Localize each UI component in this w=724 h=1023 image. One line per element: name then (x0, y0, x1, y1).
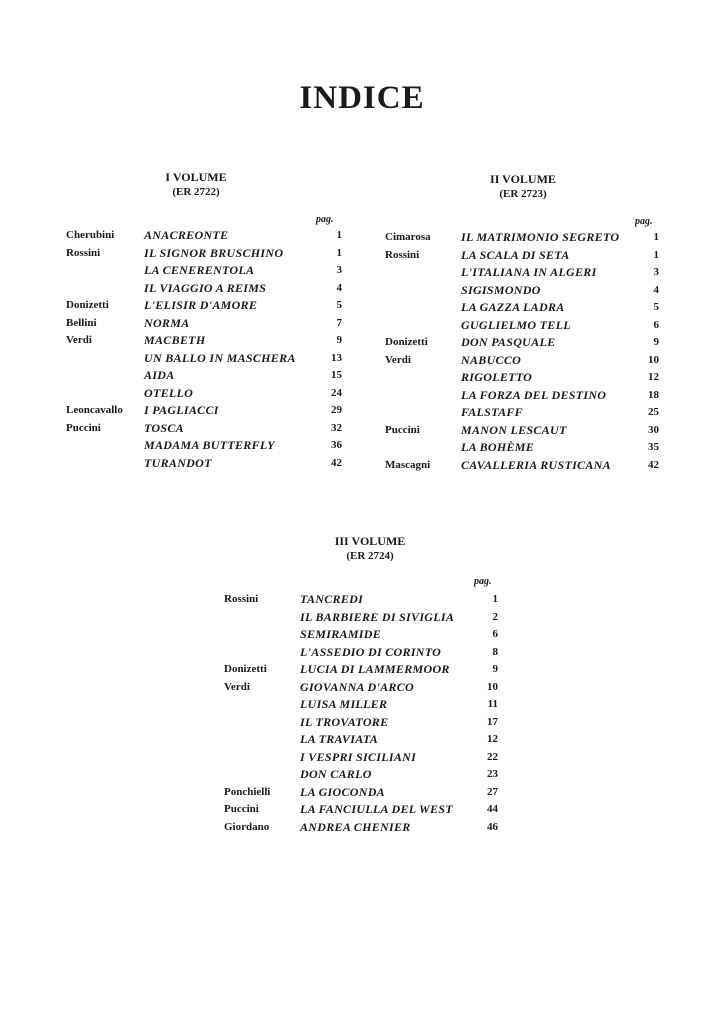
page-number: 5 (336, 299, 342, 311)
opera-title: TANCREDI (300, 592, 364, 606)
volume-1-title: I VOLUME (165, 170, 227, 184)
page-number: 1 (653, 231, 659, 243)
page-number: 36 (331, 439, 342, 451)
page-number: 9 (653, 336, 659, 348)
opera-title: DON CARLO (300, 767, 372, 781)
opera-title: FALSTAFF (461, 405, 523, 419)
opera-title: LA GAZZA LADRA (461, 300, 565, 314)
opera-title: RIGOLETTO (461, 370, 533, 384)
composer-name: Donizetti (385, 336, 428, 348)
volume-3-title: III VOLUME (334, 534, 406, 548)
opera-title: UN BALLO IN MASCHERA (144, 350, 296, 365)
page-number: 4 (336, 281, 342, 294)
page-number: 42 (331, 456, 342, 469)
composer-name: Donizetti (224, 663, 267, 675)
page-number: 3 (336, 264, 342, 276)
opera-title: LA CENERENTOLA (144, 263, 255, 277)
volume-1-pag-label: pag. (316, 214, 334, 225)
page-number: 11 (487, 698, 498, 710)
opera-title: ANDREA CHENIER (300, 819, 411, 834)
page-number: 30 (648, 423, 659, 436)
page-number: 22 (487, 750, 498, 763)
opera-title: IL MATRIMONIO SEGRETO (461, 230, 620, 244)
opera-title: LUCIA DI LAMMERMOOR (300, 662, 450, 676)
opera-title: I VESPRI SICILIANI (300, 749, 417, 764)
page-number: 46 (487, 820, 498, 833)
volume-1-code: (ER 2722) (172, 186, 220, 198)
opera-title: SEMIRAMIDE (300, 627, 382, 641)
composer-name: Verdi (224, 680, 250, 693)
opera-title: GIOVANNA D'ARCO (300, 679, 414, 694)
page-number: 44 (487, 803, 498, 815)
page-number: 32 (331, 421, 342, 434)
opera-title: GUGLIELMO TELL (461, 317, 571, 332)
opera-title: L'ITALIANA IN ALGERI (461, 265, 597, 279)
page-number: 6 (653, 318, 659, 331)
composer-name: Leoncavallo (66, 404, 123, 416)
opera-title: IL VIAGGIO A REIMS (144, 280, 267, 295)
opera-title: IL BARBIERE DI SIVIGLIA (300, 609, 455, 624)
opera-title: LA FORZA DEL DESTINO (461, 387, 607, 402)
opera-title: AIDA (144, 368, 175, 382)
page-number: 1 (336, 229, 342, 241)
volume-1 (66, 170, 346, 480)
opera-title: I PAGLIACCI (144, 403, 219, 417)
page-number: 1 (653, 248, 659, 261)
volume-3 (224, 534, 504, 844)
opera-title: LUISA MILLER (300, 697, 388, 711)
page-number: 10 (487, 680, 498, 693)
opera-title: L'ELISIR D'AMORE (144, 298, 258, 312)
composer-name: Bellini (66, 316, 97, 329)
opera-title: IL TROVATORE (300, 714, 389, 729)
opera-title: NABUCCO (461, 352, 522, 367)
page-title: INDICE (299, 80, 425, 116)
opera-title: TOSCA (144, 420, 184, 435)
opera-title: IL SIGNOR BRUSCHINO (144, 245, 284, 260)
page-number: 1 (492, 593, 498, 605)
opera-title: MADAMA BUTTERFLY (144, 438, 275, 452)
page-number: 25 (648, 406, 659, 418)
page-number: 24 (331, 386, 342, 399)
composer-name: Rossini (66, 246, 101, 259)
page-number: 6 (492, 628, 498, 640)
page-number: 3 (653, 266, 659, 278)
page-number: 9 (492, 663, 498, 675)
page-number: 1 (336, 246, 342, 259)
volume-2 (385, 172, 665, 482)
opera-title: LA GIOCONDA (300, 784, 385, 799)
page-number: 17 (487, 715, 498, 728)
page-number: 5 (653, 301, 659, 313)
volume-2-title: II VOLUME (490, 172, 556, 186)
opera-title: MACBETH (144, 333, 206, 347)
opera-title: LA SCALA DI SETA (461, 247, 570, 262)
page-number: 42 (648, 458, 659, 471)
volume-3-code: (ER 2724) (346, 550, 394, 562)
opera-title: LA TRAVIATA (300, 732, 379, 746)
page-number: 4 (653, 283, 659, 296)
page-number: 29 (331, 404, 342, 416)
composer-name: Rossini (385, 248, 420, 261)
opera-title: OTELLO (144, 385, 194, 400)
opera-title: MANON LESCAUT (461, 422, 567, 437)
opera-title: NORMA (144, 315, 190, 330)
page-number: 7 (336, 316, 342, 329)
opera-title: ANACREONTE (144, 228, 229, 242)
page-number: 18 (648, 388, 659, 401)
composer-name: Puccini (385, 423, 420, 436)
composer-name: Verdi (385, 353, 411, 366)
composer-name: Giordano (224, 820, 270, 833)
opera-title: TURANDOT (144, 455, 212, 470)
volume-2-pag-label: pag. (635, 216, 653, 227)
page-number: 15 (331, 369, 342, 381)
page-number: 12 (487, 733, 498, 745)
page-number: 27 (487, 785, 498, 798)
composer-name: Cimarosa (385, 231, 431, 243)
page-number: 9 (336, 334, 342, 346)
volume-3-pag-label: pag. (474, 576, 492, 587)
opera-title: LA BOHÈME (461, 440, 535, 454)
page-number: 13 (331, 351, 342, 364)
page-number: 2 (492, 610, 498, 623)
composer-name: Puccini (66, 421, 101, 434)
composer-name: Mascagni (385, 458, 431, 471)
opera-title: CAVALLERIA RUSTICANA (461, 457, 611, 472)
opera-title: DON PASQUALE (461, 335, 556, 349)
composer-name: Cherubini (66, 229, 115, 241)
page-number: 8 (492, 645, 498, 658)
page-number: 23 (487, 768, 498, 780)
opera-title: SIGISMONDO (461, 282, 541, 297)
opera-title: LA FANCIULLA DEL WEST (300, 802, 453, 816)
composer-name: Rossini (224, 593, 259, 605)
opera-title: L'ASSEDIO DI CORINTO (300, 644, 442, 659)
page-number: 35 (648, 441, 659, 453)
page-number: 12 (648, 371, 659, 383)
composer-name: Verdi (66, 334, 92, 346)
page-number: 10 (648, 353, 659, 366)
composer-name: Ponchielli (224, 785, 271, 798)
volume-2-code: (ER 2723) (499, 188, 547, 200)
composer-name: Donizetti (66, 299, 109, 311)
composer-name: Puccini (224, 803, 259, 815)
